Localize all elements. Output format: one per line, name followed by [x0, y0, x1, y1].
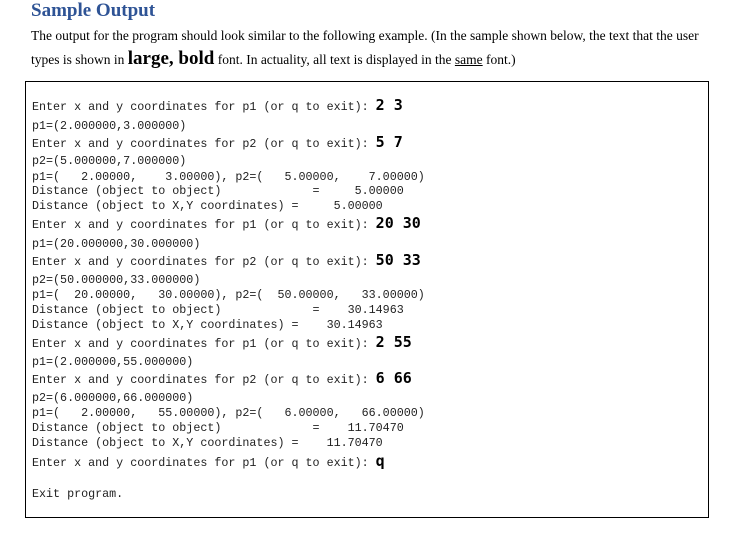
console-line: Enter x and y coordinates for p1 (or q to exit): q [32, 452, 385, 470]
console-line: p1=( 2.00000, 55.00000), p2=( 6.00000, 66.00000) [32, 406, 425, 420]
console-line: Distance (object to X,Y coordinates) = 11.70470 [32, 436, 383, 450]
console-line: Enter x and y coordinates for p1 (or q to exit): 2 3 [32, 96, 403, 114]
console-line: p1=( 20.00000, 30.00000), p2=( 50.00000, 33.00000) [32, 288, 425, 302]
intro-text-1: The output for the program should look similar to the following example. (In the sample shown below, the text that the user types is shown in [31, 28, 699, 67]
console-line: Distance (object to X,Y coordinates) = 5.00000 [32, 199, 383, 213]
console-line: p1=(2.000000,55.000000) [32, 355, 194, 369]
console-line: Enter x and y coordinates for p2 (or q to exit): 50 33 [32, 251, 421, 269]
console-line: Distance (object to object) = 5.00000 [32, 184, 404, 198]
user-input: 2 3 [375, 96, 403, 114]
console-line: p1=( 2.00000, 3.00000), p2=( 5.00000, 7.00000) [32, 170, 425, 184]
user-input: 5 7 [375, 133, 403, 151]
user-input: 20 30 [375, 214, 421, 232]
console-line: Enter x and y coordinates for p1 (or q to exit): 20 30 [32, 214, 421, 232]
console-line: Exit program. [32, 487, 124, 501]
console-line: Enter x and y coordinates for p2 (or q to exit): 6 66 [32, 369, 412, 387]
console-line: p1=(2.000000,3.000000) [32, 119, 187, 133]
console-line: Enter x and y coordinates for p2 (or q to exit): 5 7 [32, 133, 403, 151]
console-output-box [25, 81, 709, 518]
intro-text-2: font. In actuality, all text is displayed in the [214, 52, 455, 67]
console-line: Distance (object to object) = 11.70470 [32, 421, 404, 435]
console-line: Distance (object to X,Y coordinates) = 30.14963 [32, 318, 383, 332]
user-input: q [375, 452, 385, 470]
console-line: p2=(6.000000,66.000000) [32, 391, 194, 405]
section-heading: Sample Output [31, 0, 156, 21]
intro-same: same [454, 52, 483, 67]
user-input: 6 66 [375, 369, 412, 387]
user-input: 2 55 [375, 333, 412, 351]
user-input: 50 33 [375, 251, 421, 269]
console-line: p2=(5.000000,7.000000) [32, 154, 187, 168]
intro-text-3: font.) [482, 52, 516, 67]
console-line: Enter x and y coordinates for p1 (or q to exit): 2 55 [32, 333, 412, 351]
console-line: p1=(20.000000,30.000000) [32, 237, 201, 251]
intro-large-bold: large, bold [127, 48, 215, 69]
intro-paragraph [31, 24, 721, 71]
console-line: p2=(50.000000,33.000000) [32, 273, 201, 287]
console-line: Distance (object to object) = 30.14963 [32, 303, 404, 317]
